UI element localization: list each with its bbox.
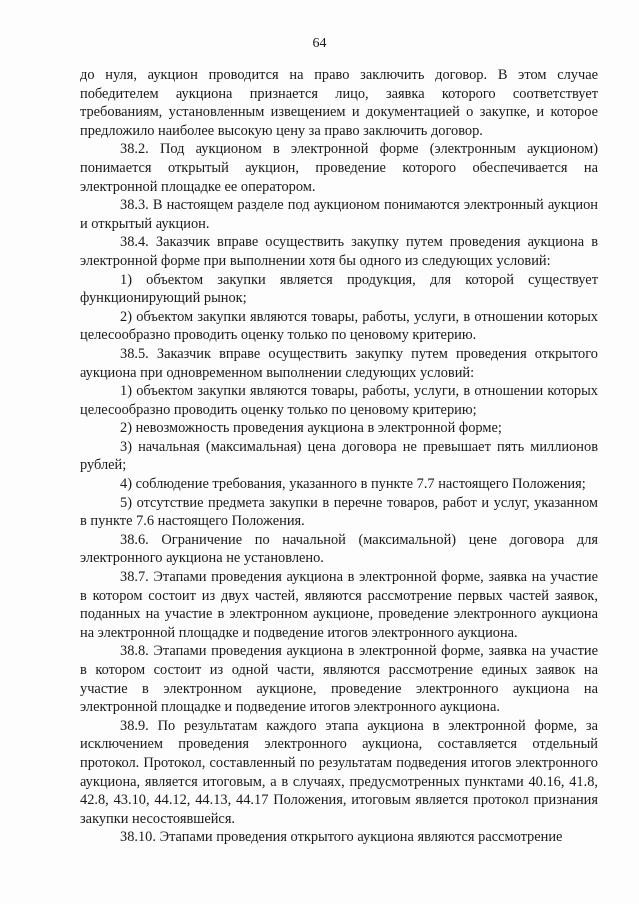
- paragraph-38-4: 38.4. Заказчик вправе осуществить закупку путем проведения аукциона в электронной форме при выполнении хотя бы одного из следующих условий:: [80, 234, 598, 269]
- paragraph-38-5-item-1: 1) объектом закупки являются товары, работы, услуги, в отношении которых целесообразно проводить оценку только по ценовому критерию;: [80, 383, 598, 418]
- paragraph-38-10: 38.10. Этапами проведения открытого аукциона являются рассмотрение: [120, 829, 563, 846]
- paragraph-38-5-item-5: 5) отсутствие предмета закупки в перечне товаров, работ и услуг, указанном в пункте 7.6 настоящего Положения.: [80, 494, 598, 530]
- paragraph-38-5-item-2: 2) невозможность проведения аукциона в электронной форме;: [120, 420, 502, 437]
- paragraph-38-4-item-2: 2) объектом закупки являются товары, работы, услуги, в отношении которых целесообразно проводить оценку только по ценовому критерию.: [80, 308, 598, 344]
- page-number: 64: [312, 36, 327, 51]
- paragraph-38-6: 38.6. Ограничение по начальной (максимальной) цене договора для электронного аукциона не установлено.: [80, 531, 598, 567]
- document-body: [80, 66, 598, 847]
- paragraph-38-3: 38.3. В настоящем разделе под аукционом понимаются электронный аукцион и открытый аукцион.: [80, 197, 598, 232]
- paragraph-38-4-item-1: 1) объектом закупки является продукция, для которой существует функционирующий рынок;: [80, 271, 598, 307]
- paragraph-38-5-item-3: 3) начальная (максимальная) цена договора не превышает пять миллионов рублей;: [80, 438, 598, 474]
- paragraph-38-2: 38.2. Под аукционом в электронной форме (электронным аукционом) понимается открытый аукцион, проведение которого обеспечивается на электронной площадке ее оператором.: [80, 141, 598, 195]
- paragraph-38-5-item-4: 4) соблюдение требования, указанного в пункте 7.7 настоящего Положения;: [120, 476, 586, 493]
- paragraph-continuation: до нуля, аукцион проводится на право заключить договор. В этом случае победителем аукциона признается лицо, заявка которого соответствует требованиям, установленным извещением и документацией о закупке, и которое предложило наиболее высокую цену за право заключить договор.: [80, 67, 598, 139]
- paragraph-38-7: 38.7. Этапами проведения аукциона в электронной форме, заявка на участие в котором состоит из двух частей, являются рассмотрение первых частей заявок, поданных на участие в электронном аукционе, проведение электронного аукциона на электронной площадке и подведение итогов электронного аукциона.: [80, 569, 598, 641]
- paragraph-38-5: 38.5. Заказчик вправе осуществить закупку путем проведения открытого аукциона при одновременном выполнении следующих условий:: [80, 345, 598, 381]
- paragraph-38-8: 38.8. Этапами проведения аукциона в электронной форме, заявка на участие в котором состоит из одной части, являются рассмотрение единых заявок на участие в электронном аукционе, проведение электронного аукциона на электронной площадке и подведение итогов электронного аукциона.: [80, 643, 598, 716]
- paragraph-38-9: 38.9. По результатам каждого этапа аукциона в электронной форме, за исключением проведения электронного аукциона, составляется отдельный протокол. Протокол, составленный по результатам подведения итогов электронного аукциона, является итоговым, а в случаях, предусмотренных пунктами 40.16, 41.8, 42.8, 43.10, 44.12, 44.13, 44.17 Положения, итоговым является протокол признания закупки несостоявшейся.: [80, 717, 598, 827]
